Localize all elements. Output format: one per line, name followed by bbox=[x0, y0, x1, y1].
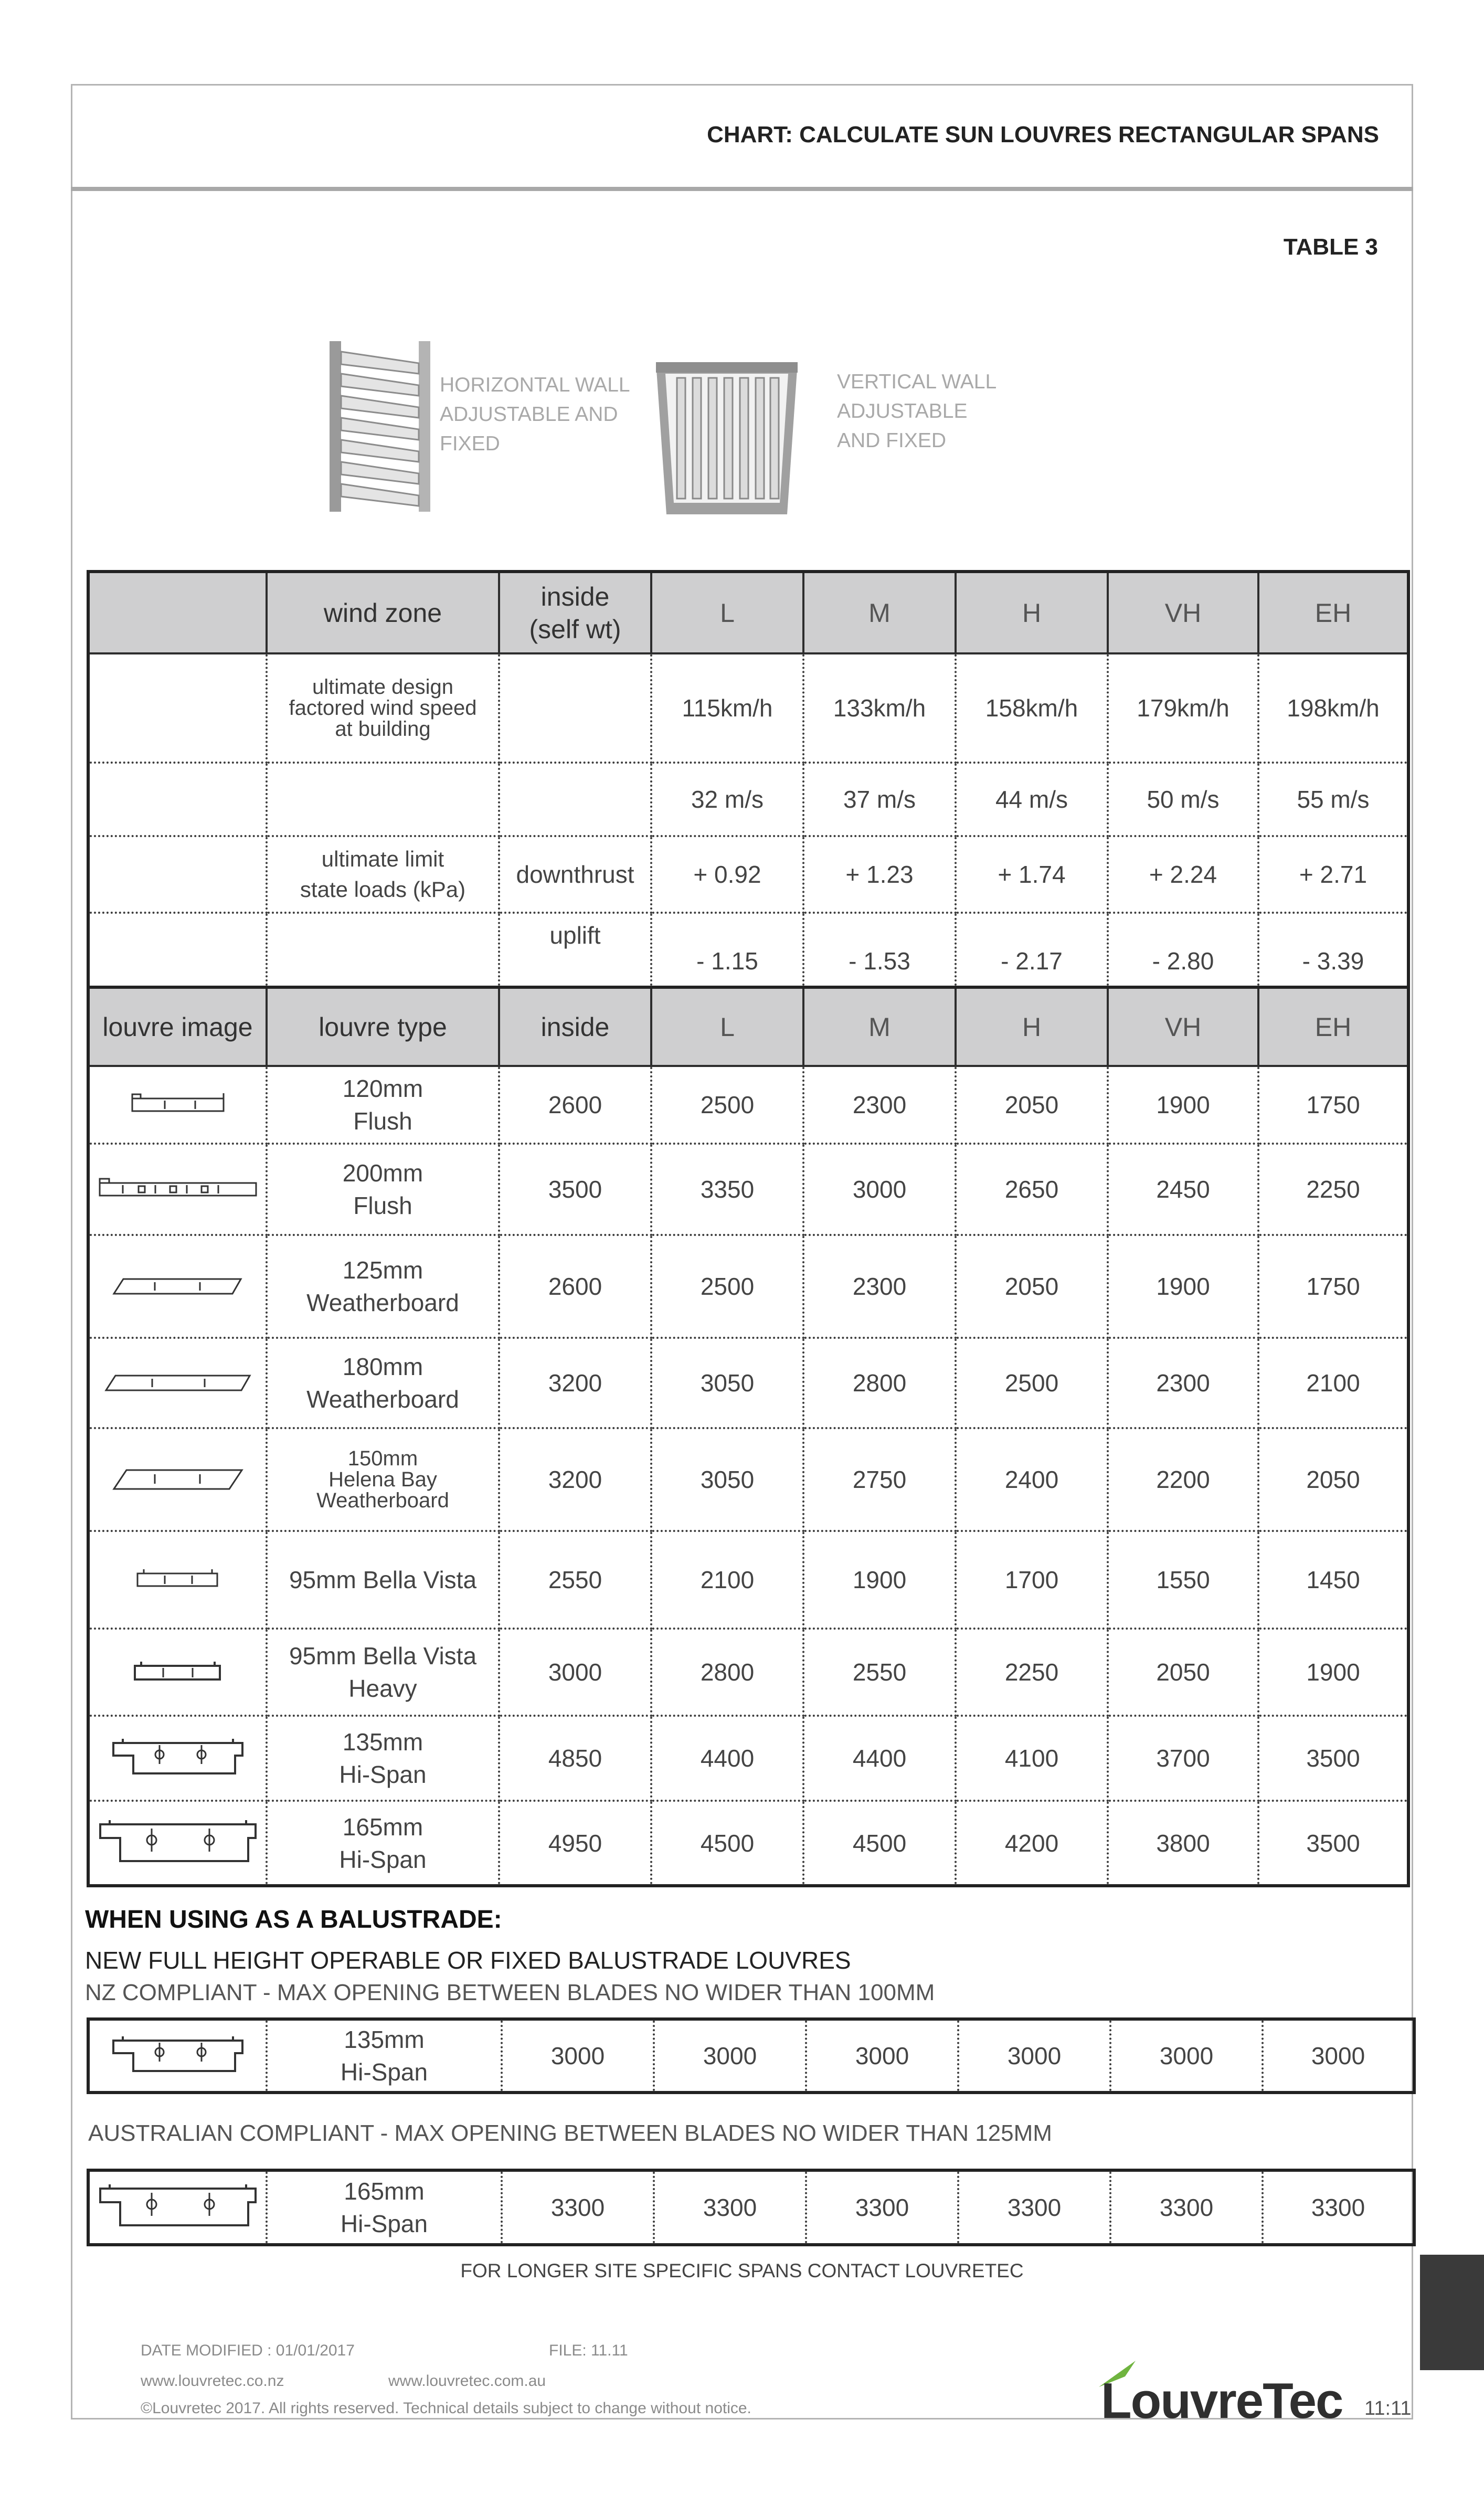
span-cell: 2800 bbox=[803, 1338, 956, 1428]
span-cell: 2500 bbox=[651, 1235, 803, 1338]
span-cell: 3000 bbox=[1263, 2019, 1414, 2093]
downthrust-cell: + 0.92 bbox=[651, 836, 803, 913]
span-cell: 2300 bbox=[1108, 1338, 1258, 1428]
page-title: CHART: CALCULATE SUN LOUVRES RECTANGULAR SPANS bbox=[707, 122, 1379, 147]
file-ref: FILE: 11.11 bbox=[549, 2342, 628, 2359]
span-cell: 1900 bbox=[1108, 1066, 1258, 1144]
span-cell: 2250 bbox=[956, 1629, 1108, 1716]
hi-span-135-profile-icon bbox=[107, 2032, 249, 2079]
header-wind-zone: wind zone bbox=[267, 572, 499, 653]
speed-ms-cell: 55 m/s bbox=[1258, 763, 1408, 836]
span-cell: 2200 bbox=[1108, 1428, 1258, 1531]
span-cell: 2550 bbox=[499, 1531, 651, 1629]
hi-span-165-profile-icon bbox=[94, 2181, 262, 2234]
span-cell: 2100 bbox=[651, 1531, 803, 1629]
wind-speed-kmh-row bbox=[88, 653, 1408, 763]
span-cell: 3000 bbox=[502, 2019, 654, 2093]
span-cell: 3300 bbox=[1263, 2170, 1414, 2245]
span-cell: 3300 bbox=[806, 2170, 958, 2245]
span-cell: 1750 bbox=[1258, 1066, 1408, 1144]
span-cell: 2500 bbox=[651, 1066, 803, 1144]
hi-span-165-profile-icon bbox=[94, 1817, 262, 1869]
speed-kmh-cell: 179km/h bbox=[1108, 653, 1258, 763]
speed-kmh-cell: 133km/h bbox=[803, 653, 956, 763]
table-label: TABLE 3 bbox=[1283, 234, 1378, 260]
span-cell: 2050 bbox=[956, 1066, 1108, 1144]
speed-ms-cell: 50 m/s bbox=[1108, 763, 1258, 836]
downthrust-cell: + 2.24 bbox=[1108, 836, 1258, 913]
span-cell: 3000 bbox=[806, 2019, 958, 2093]
span-cell: 3200 bbox=[499, 1338, 651, 1428]
span-cell: 2800 bbox=[651, 1629, 803, 1716]
span-cell: 4400 bbox=[651, 1716, 803, 1801]
louvre-type-label: 95mm Bella Vista Heavy bbox=[289, 1642, 477, 1702]
span-cell: 2050 bbox=[1108, 1629, 1258, 1716]
span-cell: 3500 bbox=[1258, 1716, 1408, 1801]
span-cell: 2650 bbox=[956, 1144, 1108, 1235]
span-cell: 4500 bbox=[651, 1801, 803, 1886]
longer-spans-note: FOR LONGER SITE SPECIFIC SPANS CONTACT LOUVRETEC bbox=[460, 2260, 1024, 2281]
span-cell: 1900 bbox=[1108, 1235, 1258, 1338]
table-row bbox=[88, 1338, 1408, 1428]
span-cell: 3200 bbox=[499, 1428, 651, 1531]
downthrust-cell: + 1.74 bbox=[956, 836, 1108, 913]
speed-kmh-cell: 198km/h bbox=[1258, 653, 1408, 763]
header-zone-eh: EH bbox=[1258, 572, 1408, 653]
span-cell: 3000 bbox=[499, 1629, 651, 1716]
header-zone-l: L bbox=[651, 987, 803, 1066]
table-row bbox=[88, 1144, 1408, 1235]
table-row bbox=[88, 1716, 1408, 1801]
uplift-label: uplift bbox=[499, 913, 651, 987]
span-cell: 3700 bbox=[1108, 1716, 1258, 1801]
header-inside: inside bbox=[499, 987, 651, 1066]
span-cell: 4950 bbox=[499, 1801, 651, 1886]
louvre-type-label: 120mm Flush bbox=[342, 1075, 423, 1135]
copyright-notice: ©Louvretec 2017. All rights reserved. Technical details subject to change without notice. bbox=[141, 2400, 751, 2417]
spans-table bbox=[87, 570, 1410, 1887]
span-cell: 3800 bbox=[1108, 1801, 1258, 1886]
louvre-type-label: 95mm Bella Vista bbox=[267, 1531, 499, 1629]
span-cell: 3000 bbox=[803, 1144, 956, 1235]
table-row bbox=[88, 1629, 1408, 1716]
header-louvre-image: louvre image bbox=[88, 987, 267, 1066]
speed-kmh-cell: 115km/h bbox=[651, 653, 803, 763]
table-row bbox=[88, 1235, 1408, 1338]
span-cell: 3300 bbox=[1110, 2170, 1263, 2245]
nz-website-link[interactable]: www.louvretec.co.nz bbox=[141, 2372, 284, 2390]
vertical-louvre-illustration bbox=[656, 362, 798, 514]
span-cell: 2600 bbox=[499, 1066, 651, 1144]
header-zone-eh: EH bbox=[1258, 987, 1408, 1066]
header-zone-vh: VH bbox=[1108, 987, 1258, 1066]
span-cell: 3000 bbox=[1110, 2019, 1263, 2093]
vertical-louvre-caption: VERTICAL WALL ADJUSTABLE AND FIXED bbox=[837, 371, 997, 452]
speed-ms-cell: 32 m/s bbox=[651, 763, 803, 836]
span-cell: 1700 bbox=[956, 1531, 1108, 1629]
balustrade-heading: WHEN USING AS A BALUSTRADE: bbox=[85, 1906, 502, 1934]
uplift-cell: - 3.39 bbox=[1258, 913, 1408, 987]
uplift-cell: - 1.53 bbox=[803, 913, 956, 987]
span-cell: 1550 bbox=[1108, 1531, 1258, 1629]
table-row bbox=[88, 1531, 1408, 1629]
span-cell: 2750 bbox=[803, 1428, 956, 1531]
span-cell: 3050 bbox=[651, 1338, 803, 1428]
span-cell: 2300 bbox=[803, 1066, 956, 1144]
speed-ms-cell: 37 m/s bbox=[803, 763, 956, 836]
uplift-cell: - 2.80 bbox=[1108, 913, 1258, 987]
span-cell: 4850 bbox=[499, 1716, 651, 1801]
span-cell: 3000 bbox=[654, 2019, 806, 2093]
au-compliance-note: AUSTRALIAN COMPLIANT - MAX OPENING BETWEEN BLADES NO WIDER THAN 125MM bbox=[88, 2120, 1052, 2146]
balustrade-subheading: NEW FULL HEIGHT OPERABLE OR FIXED BALUSTRADE LOUVRES bbox=[85, 1947, 851, 1974]
span-cell: 3000 bbox=[958, 2019, 1110, 2093]
weatherboard-180-profile-icon bbox=[102, 1367, 254, 1399]
speed-kmh-cell: 158km/h bbox=[956, 653, 1108, 763]
uplift-cell: - 1.15 bbox=[651, 913, 803, 987]
header-zone-l: L bbox=[651, 572, 803, 653]
span-cell: 4400 bbox=[803, 1716, 956, 1801]
span-cell: 3350 bbox=[651, 1144, 803, 1235]
louvre-type-label: 200mm Flush bbox=[342, 1159, 423, 1219]
blank-header-cell bbox=[88, 572, 267, 653]
span-cell: 2300 bbox=[803, 1235, 956, 1338]
span-cell: 2500 bbox=[956, 1338, 1108, 1428]
uplift-cell: - 2.17 bbox=[956, 913, 1108, 987]
span-cell: 1750 bbox=[1258, 1235, 1408, 1338]
helena-bay-profile-icon bbox=[110, 1463, 246, 1496]
conditions-header-row bbox=[88, 572, 1408, 653]
span-cell: 3300 bbox=[958, 2170, 1110, 2245]
header-zone-m: M bbox=[803, 572, 956, 653]
span-cell: 1900 bbox=[803, 1531, 956, 1629]
spans-header-row bbox=[88, 987, 1408, 1066]
louvre-type-label: 180mm Weatherboard bbox=[306, 1353, 459, 1413]
span-cell: 3300 bbox=[502, 2170, 654, 2245]
header-zone-h: H bbox=[956, 572, 1108, 653]
wind-speed-ms-row bbox=[88, 763, 1408, 836]
louvre-type-label: 125mm Weatherboard bbox=[306, 1256, 459, 1316]
downthrust-label: downthrust bbox=[499, 836, 651, 913]
table-row bbox=[88, 2019, 1414, 2093]
louvre-type-label: 135mm Hi-Span bbox=[340, 2026, 428, 2086]
span-cell: 2250 bbox=[1258, 1144, 1408, 1235]
louvre-type-label: 165mm Hi-Span bbox=[339, 1813, 427, 1873]
nz-balustrade-table bbox=[87, 2017, 1416, 2094]
header-louvre-type: louvre type bbox=[267, 987, 499, 1066]
span-cell: 2050 bbox=[956, 1235, 1108, 1338]
bella-vista-profile-icon bbox=[133, 1564, 222, 1596]
speed-ms-cell: 44 m/s bbox=[956, 763, 1108, 836]
weatherboard-125-profile-icon bbox=[110, 1271, 246, 1302]
louvre-type-label: 150mm Helena Bay Weatherboard bbox=[316, 1447, 449, 1512]
table-row bbox=[88, 2170, 1414, 2245]
span-cell: 3500 bbox=[1258, 1801, 1408, 1886]
louvre-type-label: 135mm Hi-Span bbox=[339, 1728, 427, 1788]
downthrust-cell: + 1.23 bbox=[803, 836, 956, 913]
bella-vista-heavy-profile-icon bbox=[131, 1656, 225, 1688]
header-zone-vh: VH bbox=[1108, 572, 1258, 653]
flush-120-profile-icon bbox=[128, 1089, 228, 1121]
horizontal-louvre-caption: HORIZONTAL WALL ADJUSTABLE AND FIXED bbox=[440, 374, 630, 455]
span-cell: 2100 bbox=[1258, 1338, 1408, 1428]
table-row bbox=[88, 1066, 1408, 1144]
nz-compliance-note: NZ COMPLIANT - MAX OPENING BETWEEN BLADES NO WIDER THAN 100MM bbox=[85, 1980, 935, 2005]
span-cell: 2550 bbox=[803, 1629, 956, 1716]
header-inside-self-wt: inside (self wt) bbox=[499, 572, 651, 653]
span-cell: 4200 bbox=[956, 1801, 1108, 1886]
au-website-link[interactable]: www.louvretec.com.au bbox=[388, 2372, 546, 2390]
span-cell: 3300 bbox=[654, 2170, 806, 2245]
limit-loads-label: ultimate limit state loads (kPa) bbox=[267, 836, 499, 913]
hi-span-135-profile-icon bbox=[107, 1735, 249, 1782]
uplift-row bbox=[88, 913, 1408, 987]
downthrust-row bbox=[88, 836, 1408, 913]
span-cell: 4100 bbox=[956, 1716, 1108, 1801]
span-cell: 1450 bbox=[1258, 1531, 1408, 1629]
wind-speed-label: ultimate design factored wind speed at building bbox=[289, 675, 477, 741]
span-cell: 3050 bbox=[651, 1428, 803, 1531]
header-divider bbox=[71, 187, 1413, 191]
brand-logo: LouvreTec bbox=[1101, 2373, 1343, 2429]
date-modified: DATE MODIFIED : 01/01/2017 bbox=[141, 2342, 355, 2359]
span-cell: 2400 bbox=[956, 1428, 1108, 1531]
header-zone-m: M bbox=[803, 987, 956, 1066]
span-cell: 1900 bbox=[1258, 1629, 1408, 1716]
horizontal-louvre-illustration bbox=[325, 341, 436, 514]
span-cell: 2450 bbox=[1108, 1144, 1258, 1235]
section-tab bbox=[1420, 2255, 1484, 2370]
span-cell: 4500 bbox=[803, 1801, 956, 1886]
span-cell: 2050 bbox=[1258, 1428, 1408, 1531]
header-zone-h: H bbox=[956, 987, 1108, 1066]
span-cell: 2600 bbox=[499, 1235, 651, 1338]
span-cell: 3500 bbox=[499, 1144, 651, 1235]
page-number: 11:11 bbox=[1364, 2397, 1412, 2420]
louvre-type-label: 165mm Hi-Span bbox=[340, 2178, 428, 2237]
au-balustrade-table bbox=[87, 2169, 1416, 2246]
table-row bbox=[88, 1428, 1408, 1531]
flush-200-profile-icon bbox=[97, 1174, 259, 1205]
table-row bbox=[88, 1801, 1408, 1886]
downthrust-cell: + 2.71 bbox=[1258, 836, 1408, 913]
